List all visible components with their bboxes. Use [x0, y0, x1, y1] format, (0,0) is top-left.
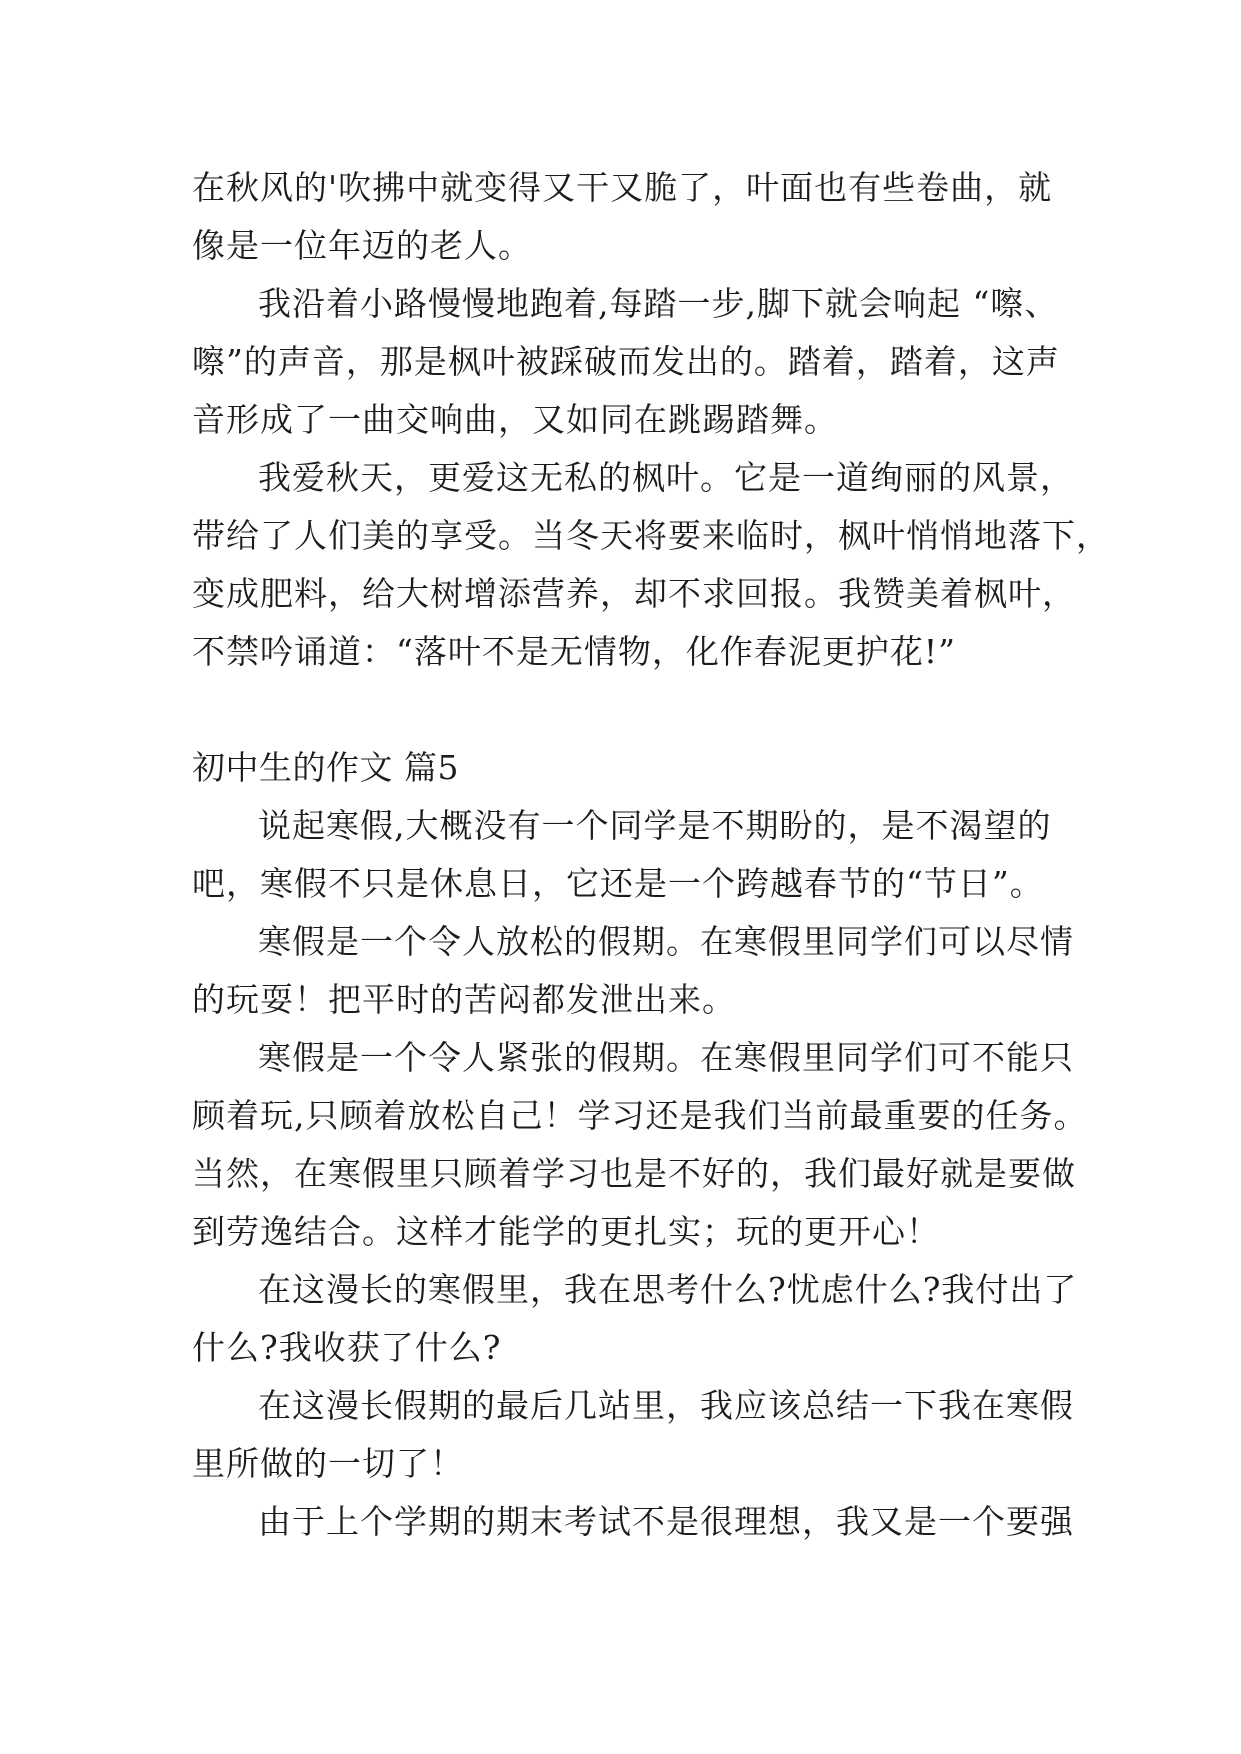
text-line: 到劳逸结合。这样才能学的更扎实；玩的更开心！: [192, 1212, 940, 1251]
essay5-paragraph: [192, 1493, 1192, 1551]
text-line: 顾着玩,只顾着放松自己！学习还是我们当前最重要的任务。: [192, 1096, 1088, 1135]
text-line: 当然，在寒假里只顾着学习也是不好的，我们最好就是要做: [192, 1154, 1076, 1193]
essay5-paragraph: [192, 1029, 1192, 1261]
essay5-paragraph: [192, 1261, 1192, 1377]
text-line: 我沿着小路慢慢地跑着,每踏一步,脚下就会响起 “嚓、: [258, 284, 1059, 323]
text-line: 的玩耍！把平时的苦闷都发泄出来。: [192, 980, 736, 1019]
essay4-paragraph: [192, 275, 1192, 449]
text-column: [192, 159, 1192, 1551]
text-line: 吧，寒假不只是休息日，它还是一个跨越春节的“节日”。: [192, 864, 1044, 903]
text-line: 不禁吟诵道：“落叶不是无情物，化作春泥更护花!”: [192, 632, 957, 671]
blank-line: [192, 681, 1192, 739]
text-line: 像是一位年迈的老人。: [192, 226, 532, 265]
essay5-paragraph: [192, 1377, 1192, 1493]
text-line: 寒假是一个令人放松的假期。在寒假里同学们可以尽情: [258, 922, 1074, 961]
text-line: 说起寒假,大概没有一个同学是不期盼的，是不渴望的: [258, 806, 1052, 845]
essay4-continuation: [192, 159, 1192, 275]
text-line: 变成肥料，给大树增添营养，却不求回报。我赞美着枫叶，: [192, 574, 1076, 613]
text-line: 带给了人们美的享受。当冬天将要来临时，枫叶悄悄地落下，: [192, 516, 1110, 555]
text-line: 音形成了一曲交响曲，又如同在跳踢踏舞。: [192, 400, 838, 439]
text-line: 在秋风的'吹拂中就变得又干又脆了，叶面也有些卷曲，就: [192, 168, 1053, 207]
text-line: 寒假是一个令人紧张的假期。在寒假里同学们可不能只: [258, 1038, 1074, 1077]
text-line: 在这漫长假期的最后几站里，我应该总结一下我在寒假: [258, 1386, 1074, 1425]
text-line: 里所做的一切了！: [192, 1444, 464, 1483]
essay5-paragraph: [192, 913, 1192, 1029]
text-line: 什么?我收获了什么?: [192, 1328, 502, 1367]
text-line: 嚓”的声音，那是枫叶被踩破而发出的。踏着，踏着，这声: [192, 342, 1060, 381]
essay5-paragraph: [192, 797, 1192, 913]
text-line: 我爱秋天，更爱这无私的枫叶。它是一道绚丽的风景，: [258, 458, 1074, 497]
essay4-paragraph: [192, 449, 1192, 681]
essay-heading: 初中生的作文 篇5: [192, 748, 459, 787]
text-line: 在这漫长的寒假里，我在思考什么?忧虑什么?我付出了: [258, 1270, 1078, 1309]
text-line: 由于上个学期的期末考试不是很理想，我又是一个要强: [258, 1502, 1074, 1541]
